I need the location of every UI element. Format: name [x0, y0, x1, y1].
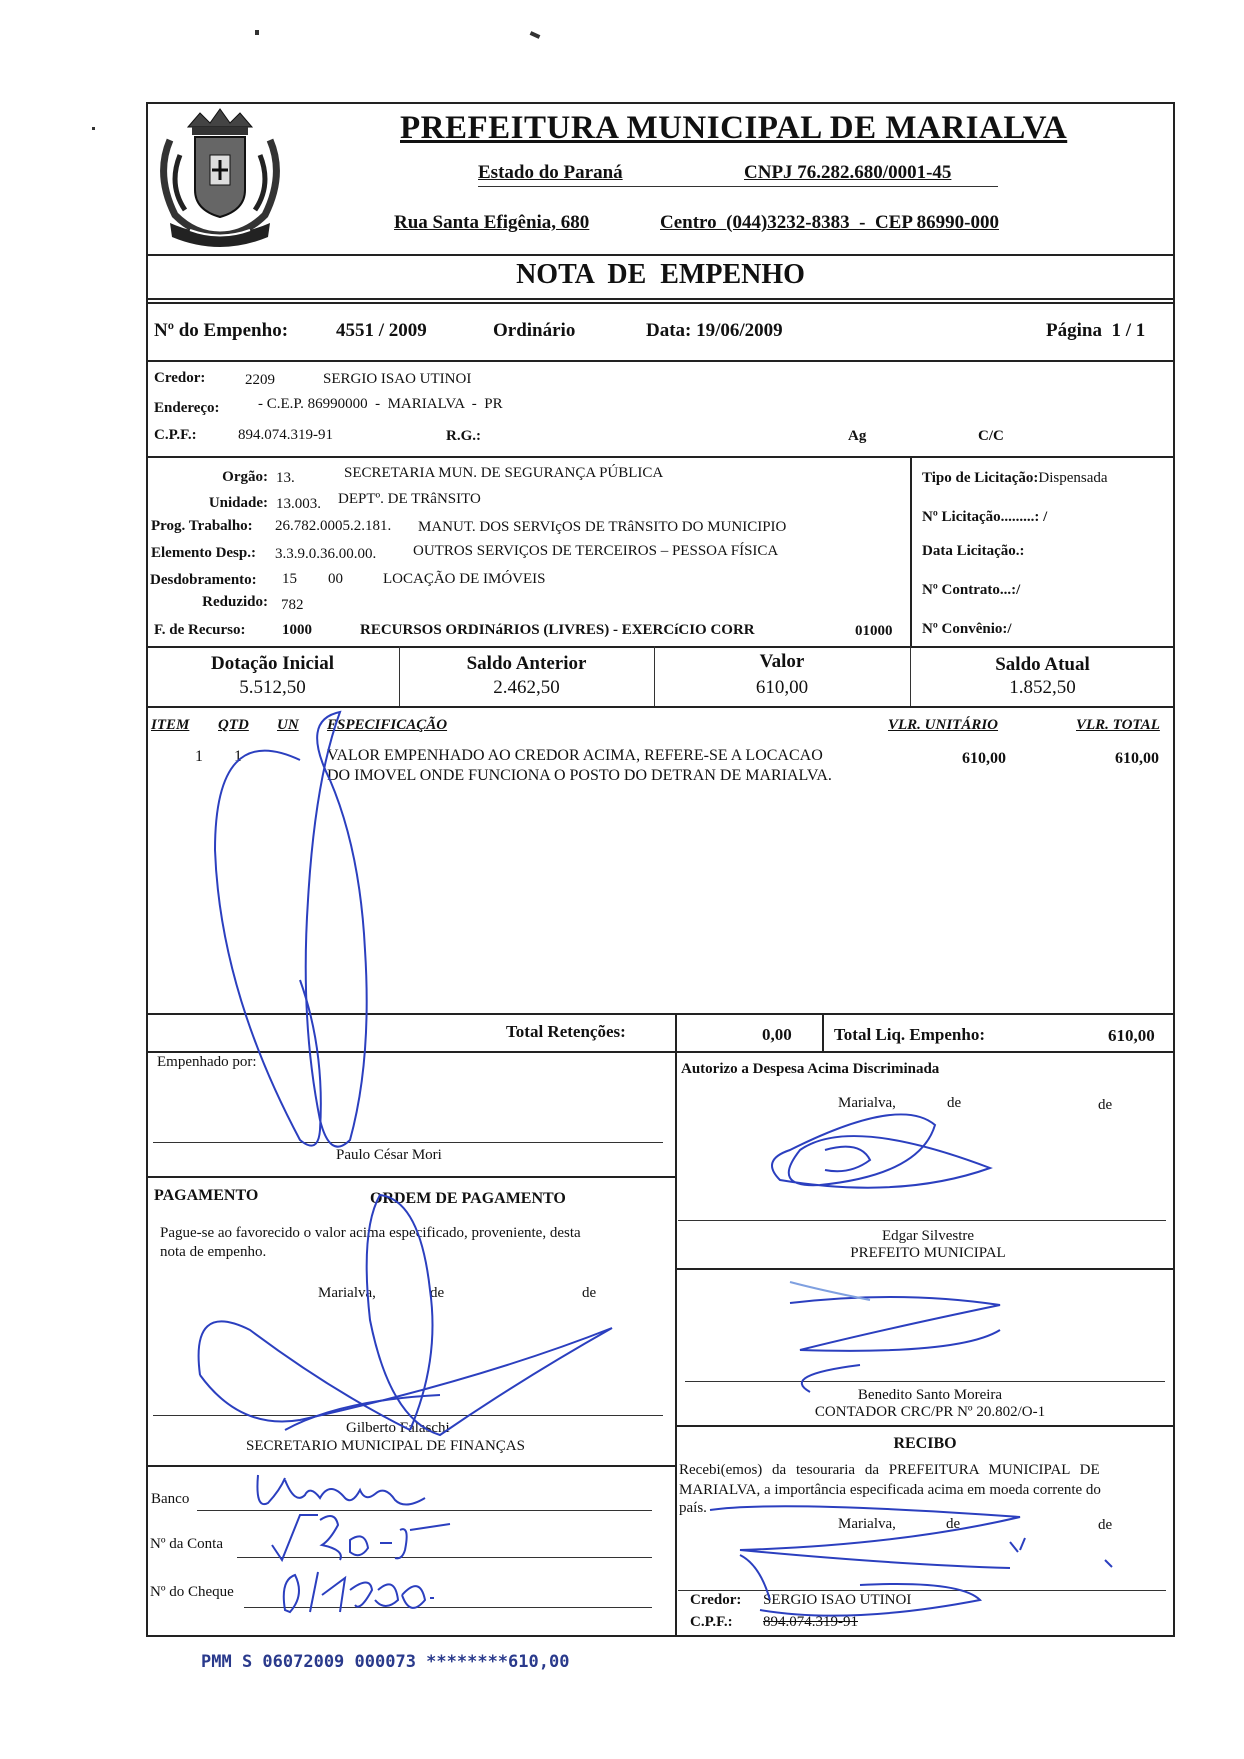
coat-of-arms-logo	[150, 105, 290, 255]
saldo-atual-value: 1.852,50	[1009, 677, 1076, 698]
contador-signer: Benedito Santo Moreira	[857, 1387, 1003, 1403]
unidade-name: DEPTº. DE TRâNSITO	[338, 491, 481, 507]
conta-label: Nº da Conta	[150, 1536, 223, 1552]
col-header-total-value: VLR. TOTAL	[1076, 717, 1160, 733]
prog-trabalho-code: 26.782.0005.2.181.	[275, 518, 392, 534]
empenho-type: Ordinário	[493, 320, 576, 341]
empenhado-label: Empenhado por:	[157, 1054, 257, 1070]
desdobramento-name: LOCAÇÃO DE IMÓVEIS	[383, 571, 546, 587]
banco-label: Banco	[151, 1491, 190, 1507]
total-retencoes-value: 0,00	[762, 1025, 792, 1044]
licitacao-type-label	[922, 470, 1108, 487]
autorizo-place: Marialva,	[838, 1095, 896, 1111]
licitacao-number: Nº Licitação.........: /	[922, 509, 1048, 525]
agency-label: Ag	[848, 428, 867, 444]
valor-value: 610,00	[755, 677, 809, 698]
recibo-cpf-value: 894.074.319-91	[763, 1614, 858, 1630]
elemento-code: 3.3.9.0.36.00.00.	[275, 546, 377, 562]
scan-speck	[530, 31, 541, 39]
desdobramento-b: 00	[328, 571, 343, 587]
item-number: 1	[195, 748, 203, 765]
saldo-anterior-value: 2.462,50	[493, 677, 560, 698]
recibo-text-2: MARIALVA, a importância especificada acima em moeda corrente do	[679, 1482, 1101, 1498]
desdobramento-label: Desdobramento:	[150, 572, 257, 588]
pagamento-de-2: de	[582, 1285, 597, 1301]
empenho-number: 4551 / 2009	[336, 320, 427, 341]
divider	[146, 706, 1175, 708]
reduzido-value: 782	[281, 597, 304, 613]
item-spec-line-1: VALOR EMPENHADO AO CREDOR ACIMA, REFERE-SE A LOCACAO	[327, 747, 823, 764]
unidade-label: Unidade:	[208, 495, 268, 511]
divider	[146, 1013, 1175, 1015]
orgao-label: Orgão:	[222, 469, 268, 485]
item-qty: 1	[234, 748, 242, 765]
signature-line	[153, 1142, 663, 1143]
recibo-place: Marialva,	[838, 1516, 896, 1532]
col-header-spec: ESPECIFICAÇÃO	[327, 717, 448, 733]
account-label: C/C	[978, 428, 1004, 444]
scan-speck	[92, 127, 95, 130]
autorizo-label: Autorizo a Despesa Acima Discriminada	[681, 1061, 940, 1077]
signature-line	[678, 1590, 1166, 1591]
dotacao-inicial-label: Dotação Inicial	[211, 653, 334, 674]
convenio-number: Nº Convênio:/	[922, 621, 1012, 637]
total-liq-value: 610,00	[1108, 1026, 1155, 1045]
credor-code: 2209	[245, 372, 275, 388]
prog-trabalho-label: Prog. Trabalho:	[151, 518, 253, 534]
prog-trabalho-name: MANUT. DOS SERVIçOS DE TRâNSITO DO MUNICIPIO	[418, 519, 787, 535]
saldo-atual-label: Saldo Atual	[995, 654, 1090, 675]
divider	[675, 1425, 1175, 1427]
state-name: Estado do Paraná	[478, 162, 623, 183]
cheque-label: Nº do Cheque	[150, 1584, 234, 1600]
recibo-text-3: país.	[679, 1500, 707, 1516]
recurso-name: RECURSOS ORDINáRIOS (LIVRES) - EXERCíCIO CORR	[360, 622, 755, 638]
col-header-un: UN	[277, 717, 299, 733]
dotacao-inicial-value: 5.512,50	[239, 677, 306, 698]
ordem-pagamento-label: ORDEM DE PAGAMENTO	[370, 1190, 566, 1207]
contador-role: CONTADOR CRC/PR Nº 20.802/O-1	[814, 1404, 1046, 1420]
signature-line	[678, 1220, 1166, 1221]
payment-stamp: PMM S 06072009 000073 ********610,00	[201, 1652, 570, 1672]
signature-line	[685, 1381, 1165, 1382]
divider	[675, 1051, 677, 1637]
field-line	[244, 1607, 652, 1608]
recurso-label: F. de Recurso:	[154, 622, 246, 638]
field-line	[197, 1510, 652, 1511]
divider	[146, 298, 1175, 300]
total-liq-label: Total Liq. Empenho:	[834, 1025, 985, 1044]
page-number: Página 1 / 1	[1046, 320, 1146, 341]
divider	[146, 360, 1175, 362]
divider	[146, 302, 1175, 304]
recibo-text-1: Recebi(emos) da tesouraria da PREFEITURA MUNICIPAL DE	[679, 1462, 1100, 1478]
licitacao-type-label-text: Tipo de Licitação:	[922, 470, 1039, 486]
divider	[146, 646, 1175, 648]
item-unit-value: 610,00	[962, 750, 1006, 767]
contrato-number: Nº Contrato...:/	[922, 582, 1021, 598]
cpf-label: C.P.F.:	[154, 427, 197, 443]
saldo-anterior-label: Saldo Anterior	[466, 653, 587, 674]
recibo-cpf-label: C.P.F.:	[690, 1614, 733, 1630]
recurso-number: 01000	[855, 623, 893, 639]
elemento-name: OUTROS SERVIÇOS DE TERCEIROS – PESSOA FÍSICA	[413, 543, 779, 559]
page-title: PREFEITURA MUNICIPAL DE MARIALVA	[400, 110, 1068, 146]
recibo-de-1: de	[946, 1516, 961, 1532]
pagamento-text-2: nota de empenho.	[160, 1244, 267, 1260]
divider	[146, 1465, 675, 1467]
unidade-code: 13.003.	[276, 496, 321, 512]
district-phone-cep: Centro (044)3232-8383 - CEP 86990-000	[660, 212, 999, 233]
autorizo-de-2: de	[1098, 1097, 1113, 1113]
divider	[675, 1013, 677, 1051]
divider	[146, 254, 1175, 256]
reduzido-label: Reduzido:	[202, 594, 268, 610]
divider	[146, 1051, 1175, 1053]
total-retencoes-label: Total Retenções:	[506, 1022, 626, 1041]
divider	[146, 1176, 675, 1178]
empenho-number-label: Nº do Empenho:	[154, 320, 289, 341]
empenho-date: Data: 19/06/2009	[646, 320, 783, 341]
recibo-de-2: de	[1098, 1517, 1113, 1533]
orgao-name: SECRETARIA MUN. DE SEGURANÇA PÚBLICA	[344, 465, 664, 481]
recurso-code: 1000	[282, 622, 312, 638]
credor-address: - C.E.P. 86990000 - MARIALVA - PR	[258, 396, 503, 412]
credor-cpf: 894.074.319-91	[238, 427, 333, 443]
divider	[146, 456, 1175, 458]
credor-name: SERGIO ISAO UTINOI	[323, 371, 472, 387]
signature-line	[153, 1415, 663, 1416]
pagamento-de-1: de	[430, 1285, 445, 1301]
document-type-title: NOTA DE EMPENHO	[516, 259, 805, 290]
field-line	[237, 1557, 652, 1558]
col-header-item: ITEM	[151, 717, 190, 733]
pagamento-place: Marialva,	[318, 1285, 376, 1301]
recibo-credor-name: SERGIO ISAO UTINOI	[763, 1592, 912, 1608]
scan-speck	[255, 30, 259, 35]
empenhado-signer: Paulo César Mori	[336, 1147, 442, 1163]
pagamento-text-1: Pague-se ao favorecido o valor acima especificado, proveniente, desta	[160, 1225, 581, 1241]
pagamento-label: PAGAMENTO	[154, 1187, 259, 1204]
desdobramento-a: 15	[282, 571, 297, 587]
cnpj: CNPJ 76.282.680/0001-45	[744, 162, 952, 183]
divider	[910, 456, 912, 646]
credor-label: Credor:	[154, 370, 206, 386]
header-rule	[478, 186, 998, 187]
valor-label: Valor	[759, 651, 805, 672]
licitacao-type-value: Dispensada	[1038, 470, 1108, 486]
recibo-label: RECIBO	[893, 1435, 957, 1452]
elemento-label: Elemento Desp.:	[151, 545, 256, 561]
licitacao-date: Data Licitação.:	[922, 543, 1025, 559]
street-address: Rua Santa Efigênia, 680	[394, 212, 590, 233]
pagamento-signer: Gilberto Falaschi	[346, 1420, 450, 1436]
autorizo-signer: Edgar Silvestre	[881, 1228, 975, 1244]
autorizo-role: PREFEITO MUNICIPAL	[850, 1245, 1006, 1261]
recibo-credor-label: Credor:	[690, 1592, 742, 1608]
orgao-code: 13.	[276, 470, 295, 486]
address-label: Endereço:	[154, 400, 220, 416]
item-spec-line-2: DO IMOVEL ONDE FUNCIONA O POSTO DO DETRAN DE MARIALVA.	[327, 767, 832, 784]
col-header-unit-value: VLR. UNITÁRIO	[888, 717, 999, 733]
divider	[822, 1013, 824, 1051]
rg-label: R.G.:	[446, 428, 481, 444]
col-header-qtd: QTD	[218, 717, 249, 733]
autorizo-de-1: de	[947, 1095, 962, 1111]
divider	[675, 1268, 1175, 1270]
pagamento-role: SECRETARIO MUNICIPAL DE FINANÇAS	[246, 1438, 525, 1454]
item-total-value: 610,00	[1115, 750, 1159, 767]
